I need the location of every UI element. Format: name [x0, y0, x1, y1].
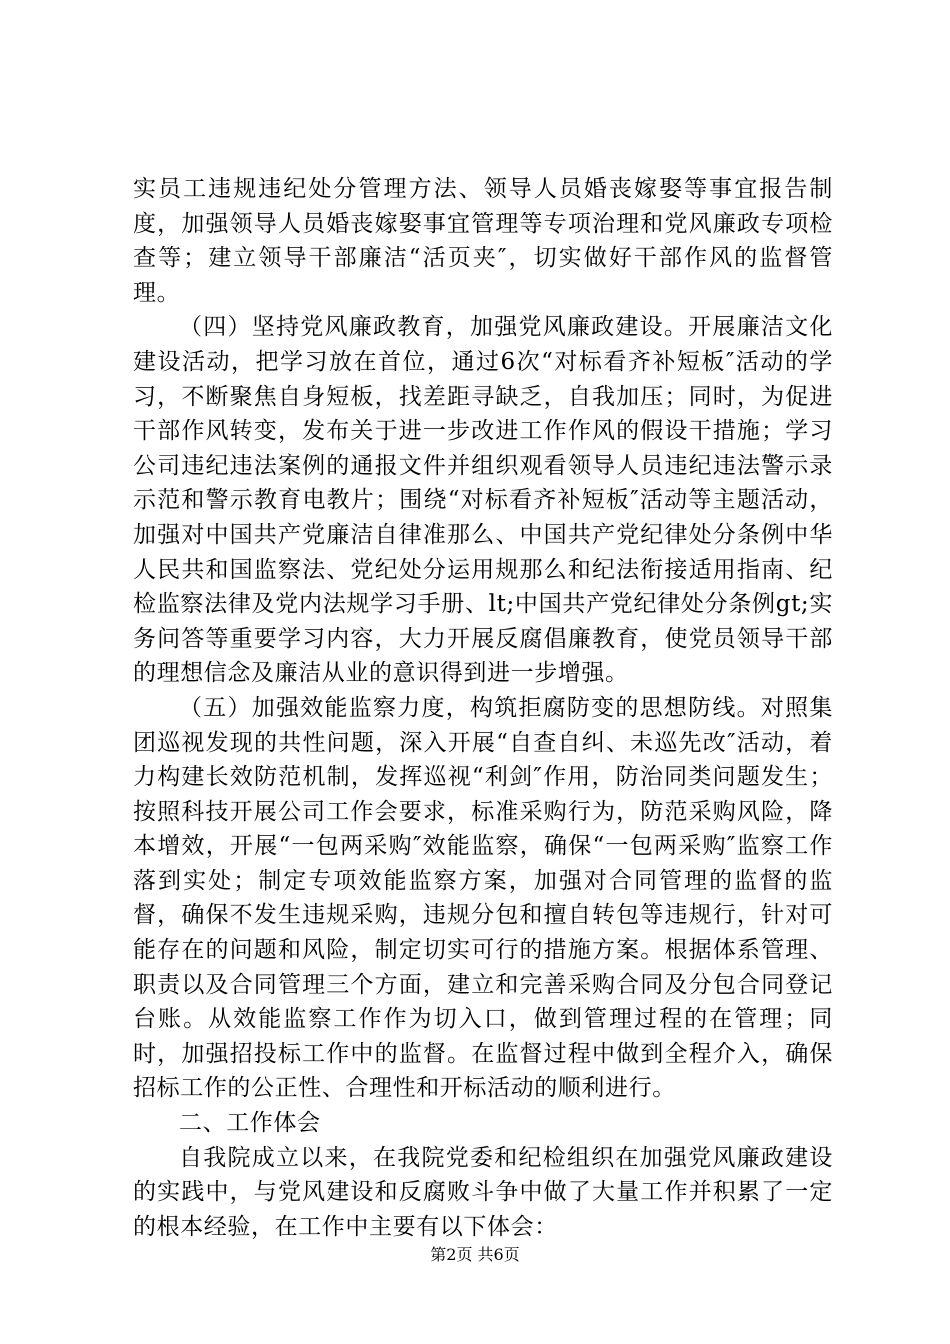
- paragraph-experience-intro: 自我院成立以来，在我院党委和纪检组织在加强党风廉政建设的实践中，与党风建设和反腐败斗争中做了大量工作并积累了一定的根本经验，在工作中主要有以下体会：: [133, 1144, 833, 1240]
- paragraph-continuation: 实员工违规违纪处分管理方法、领导人员婚丧嫁娶等事宜报告制度，加强领导人员婚丧嫁娶事宜管理等专项治理和党风廉政专项检查等；建立领导干部廉洁“活页夹″，切实做好干部作风的监督管理。: [133, 176, 833, 306]
- document-body: [133, 172, 833, 1244]
- section-heading-work-experience: 二、工作体会: [179, 1110, 321, 1137]
- page-number-footer: 第2页 共6页: [430, 1245, 520, 1264]
- paragraph-party-education: （四）坚持党风廉政教育，加强党风廉政建设。开展廉洁文化建设活动，把学习放在首位，通过6次“对标看齐补短板″活动的学习，不断聚焦自身短板，找差距寻缺乏，自我加压；同时，为促进干部作风转变，发布关于进一步改进工作作风的假设干措施；学习公司违纪违法案例的通报文件并组织观看领导人员违纪违法警示录示范和警示教育电教片；围绕“对标看齐补短板″活动等主题活动，加强对中国共产党廉洁自律准那么、中国共产党纪律处分条例中华人民共和国监察法、党纪处分运用规那么和纪法衔接适用指南、纪检监察法律及党内法规学习手册、lt;中国共产党纪律处分条例gt;实务问答等重要学习内容，大力开展反腐倡廉教育，使党员领导干部的理想信念及廉洁从业的意识得到进一步增强。: [133, 314, 833, 687]
- paragraph-efficiency-supervision: （五）加强效能监察力度，构筑拒腐防变的思想防线。对照集团巡视发现的共性问题，深入开展“自查自纠、未巡先改″活动，着力构建长效防范机制，发挥巡视“利剑″作用，防治同类问题发生；按照科技开展公司工作会要求，标准采购行为，防范采购风险，降本增效，开展“一包两采购″效能监察，确保“一包两采购″监察工作落到实处；制定专项效能监察方案，加强对合同管理的监督的监督，确保不发生违规采购，违规分包和擅自转包等违规行，针对可能存在的问题和风险，制定切实可行的措施方案。根据体系管理、职责以及合同管理三个方面，建立和完善采购合同及分包合同登记台账。从效能监察工作作为切入口，做到管理过程的在管理；同时，加强招投标工作中的监督。在监督过程中做到全程介入，确保招标工作的公正性、合理性和开标活动的顺利进行。: [133, 694, 833, 1102]
